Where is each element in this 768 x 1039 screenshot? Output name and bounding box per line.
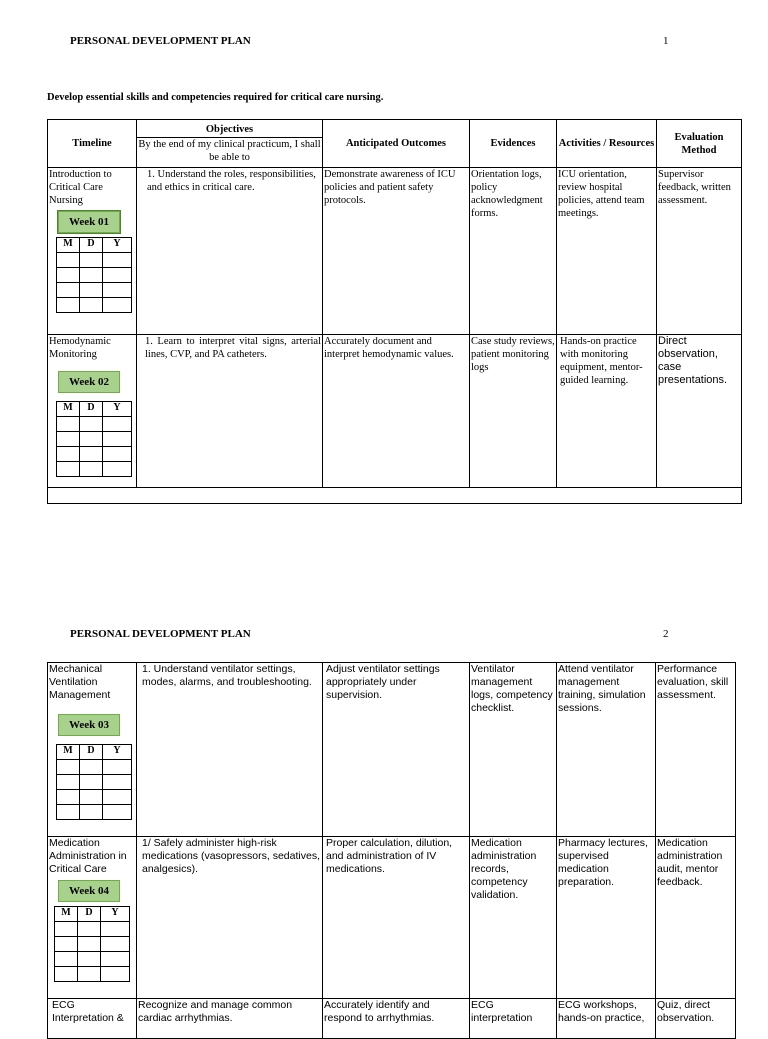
date-cell[interactable]: [103, 417, 132, 432]
evaluation-cell: Medication administration audit, mentor feedback.: [656, 837, 736, 999]
evaluation-cell: Direct observation, case presentations.: [657, 335, 742, 488]
evidence-cell: Case study reviews, patient monitoring logs: [470, 335, 557, 488]
timeline-cell: ECG Interpretation &: [48, 999, 137, 1039]
objective-cell: 1. Learn to interpret vital signs, arterial lines, CVP, and PA catheters.: [137, 335, 323, 488]
date-cell[interactable]: [101, 922, 130, 937]
outcome-cell: Accurately document and interpret hemodynamic values.: [323, 335, 470, 488]
activities-cell: Attend ventilator management training, simulation sessions.: [557, 663, 656, 837]
date-grid: [56, 237, 132, 313]
timeline-label: Mechanical Ventilation Management: [49, 663, 111, 701]
date-cell[interactable]: [103, 253, 132, 268]
table-empty-row: [48, 488, 742, 504]
date-cell[interactable]: [55, 937, 78, 952]
empty-cell: [48, 488, 742, 504]
header-evidences: Evidences: [470, 120, 557, 168]
evidence-cell: Orientation logs, policy acknowledgment forms.: [470, 168, 557, 335]
date-cell[interactable]: [80, 760, 103, 775]
date-cell[interactable]: [80, 417, 103, 432]
date-cell[interactable]: [80, 805, 103, 820]
date-cell[interactable]: [57, 283, 80, 298]
activities-cell: Hands-on practice with monitoring equipment, mentor-guided learning.: [557, 335, 657, 488]
date-cell[interactable]: [103, 432, 132, 447]
timeline-label: Hemodynamic Monitoring: [49, 336, 111, 360]
timeline-cell: [48, 168, 137, 335]
date-cell[interactable]: [101, 952, 130, 967]
day-header: D: [78, 907, 101, 922]
year-header: Y: [103, 238, 132, 253]
date-cell[interactable]: [78, 922, 101, 937]
timeline-cell: [48, 663, 137, 837]
table-header-row: [48, 120, 742, 168]
day-header: D: [80, 745, 103, 760]
date-cell[interactable]: [57, 775, 80, 790]
timeline-label: Introduction to Critical Care Nursing: [49, 169, 112, 206]
date-cell[interactable]: [57, 790, 80, 805]
date-cell[interactable]: [80, 283, 103, 298]
outcome-cell: Adjust ventilator settings appropriately under supervision.: [323, 663, 470, 837]
evidence-cell: ECG interpretation: [470, 999, 557, 1039]
year-header: Y: [103, 745, 132, 760]
date-cell[interactable]: [103, 775, 132, 790]
date-cell[interactable]: [103, 462, 132, 477]
week-badge: Week 04: [58, 880, 120, 902]
document-title: PERSONAL DEVELOPMENT PLAN: [70, 35, 251, 47]
header-outcomes: Anticipated Outcomes: [323, 120, 470, 168]
date-cell[interactable]: [80, 790, 103, 805]
plan-table-page-2: [47, 662, 736, 1039]
page-1-header: [0, 35, 768, 55]
date-cell[interactable]: [57, 462, 80, 477]
day-header: D: [80, 238, 103, 253]
outcome-cell: Accurately identify and respond to arrhythmias.: [323, 999, 470, 1039]
date-cell[interactable]: [80, 432, 103, 447]
outcome-cell: Demonstrate awareness of ICU policies and patient safety protocols.: [323, 168, 470, 335]
table-row: [48, 168, 742, 335]
year-header: Y: [103, 402, 132, 417]
outcome-cell: Proper calculation, dilution, and administration of IV medications.: [323, 837, 470, 999]
activities-cell: Pharmacy lectures, supervised medication preparation.: [557, 837, 656, 999]
date-cell[interactable]: [57, 805, 80, 820]
date-cell[interactable]: [80, 253, 103, 268]
year-header: Y: [101, 907, 130, 922]
date-cell[interactable]: [55, 922, 78, 937]
activities-cell: ECG workshops, hands-on practice,: [557, 999, 656, 1039]
date-cell[interactable]: [101, 967, 130, 982]
date-cell[interactable]: [103, 760, 132, 775]
date-grid: [56, 401, 132, 477]
page-number: 2: [663, 628, 669, 640]
date-cell[interactable]: [103, 298, 132, 313]
date-cell[interactable]: [57, 268, 80, 283]
page-2-header: [0, 628, 768, 648]
date-cell[interactable]: [80, 775, 103, 790]
objective-cell: 1. Understand ventilator settings, modes, alarms, and troubleshooting.: [137, 663, 323, 837]
table-row: [48, 837, 736, 999]
date-grid: [54, 906, 130, 982]
date-cell[interactable]: [103, 447, 132, 462]
evaluation-cell: Performance evaluation, skill assessment.: [656, 663, 736, 837]
evidence-cell: Ventilator management logs, competency checklist.: [470, 663, 557, 837]
header-objectives-sub: By the end of my clinical practicum, I shall be able to: [137, 137, 323, 164]
evidence-cell: Medication administration records, competency validation.: [470, 837, 557, 999]
objective-cell: 1. Understand the roles, responsibilities, and ethics in critical care.: [137, 168, 323, 335]
date-cell[interactable]: [101, 937, 130, 952]
date-cell[interactable]: [57, 447, 80, 462]
date-cell[interactable]: [103, 790, 132, 805]
date-cell[interactable]: [57, 298, 80, 313]
date-cell[interactable]: [55, 952, 78, 967]
date-grid: [56, 744, 132, 820]
date-cell[interactable]: [78, 937, 101, 952]
date-cell[interactable]: [57, 253, 80, 268]
timeline-cell: [48, 837, 137, 999]
date-cell[interactable]: [57, 417, 80, 432]
activities-cell: ICU orientation, review hospital policies, attend team meetings.: [557, 168, 657, 335]
date-cell[interactable]: [55, 967, 78, 982]
table-row: [48, 663, 736, 837]
objective-cell: Recognize and manage common cardiac arrhythmias.: [137, 999, 323, 1039]
header-evaluation: Evaluation Method: [657, 120, 742, 168]
intro-text: Develop essential skills and competencies required for critical care nursing.: [47, 92, 384, 103]
objective-cell: 1/ Safely administer high-risk medications (vasopressors, sedatives, analgesics).: [137, 837, 323, 999]
date-cell[interactable]: [78, 967, 101, 982]
week-badge: Week 03: [58, 714, 120, 736]
evaluation-cell: Supervisor feedback, written assessment.: [657, 168, 742, 335]
timeline-cell: [48, 335, 137, 488]
date-cell[interactable]: [103, 805, 132, 820]
header-activities: Activities / Resources: [557, 120, 657, 168]
timeline-label: Medication Administration in Critical Care: [49, 837, 127, 875]
date-cell[interactable]: [57, 432, 80, 447]
evaluation-cell: Quiz, direct observation.: [656, 999, 736, 1039]
header-timeline: Timeline: [48, 120, 137, 168]
day-header: D: [80, 402, 103, 417]
month-header: M: [55, 907, 78, 922]
document-title: PERSONAL DEVELOPMENT PLAN: [70, 628, 251, 640]
date-cell[interactable]: [80, 298, 103, 313]
date-cell[interactable]: [103, 283, 132, 298]
date-cell[interactable]: [57, 760, 80, 775]
week-badge: Week 01: [58, 211, 120, 233]
header-objectives-label: Objectives: [205, 124, 254, 135]
header-objectives: [137, 120, 323, 168]
page-number: 1: [663, 35, 669, 47]
date-cell[interactable]: [80, 447, 103, 462]
date-cell[interactable]: [103, 268, 132, 283]
plan-table-page-1: [47, 119, 742, 504]
week-badge: Week 02: [58, 371, 120, 393]
table-row: [48, 999, 736, 1039]
month-header: M: [57, 402, 80, 417]
month-header: M: [57, 238, 80, 253]
date-cell[interactable]: [78, 952, 101, 967]
table-row: [48, 335, 742, 488]
month-header: M: [57, 745, 80, 760]
date-cell[interactable]: [80, 462, 103, 477]
date-cell[interactable]: [80, 268, 103, 283]
